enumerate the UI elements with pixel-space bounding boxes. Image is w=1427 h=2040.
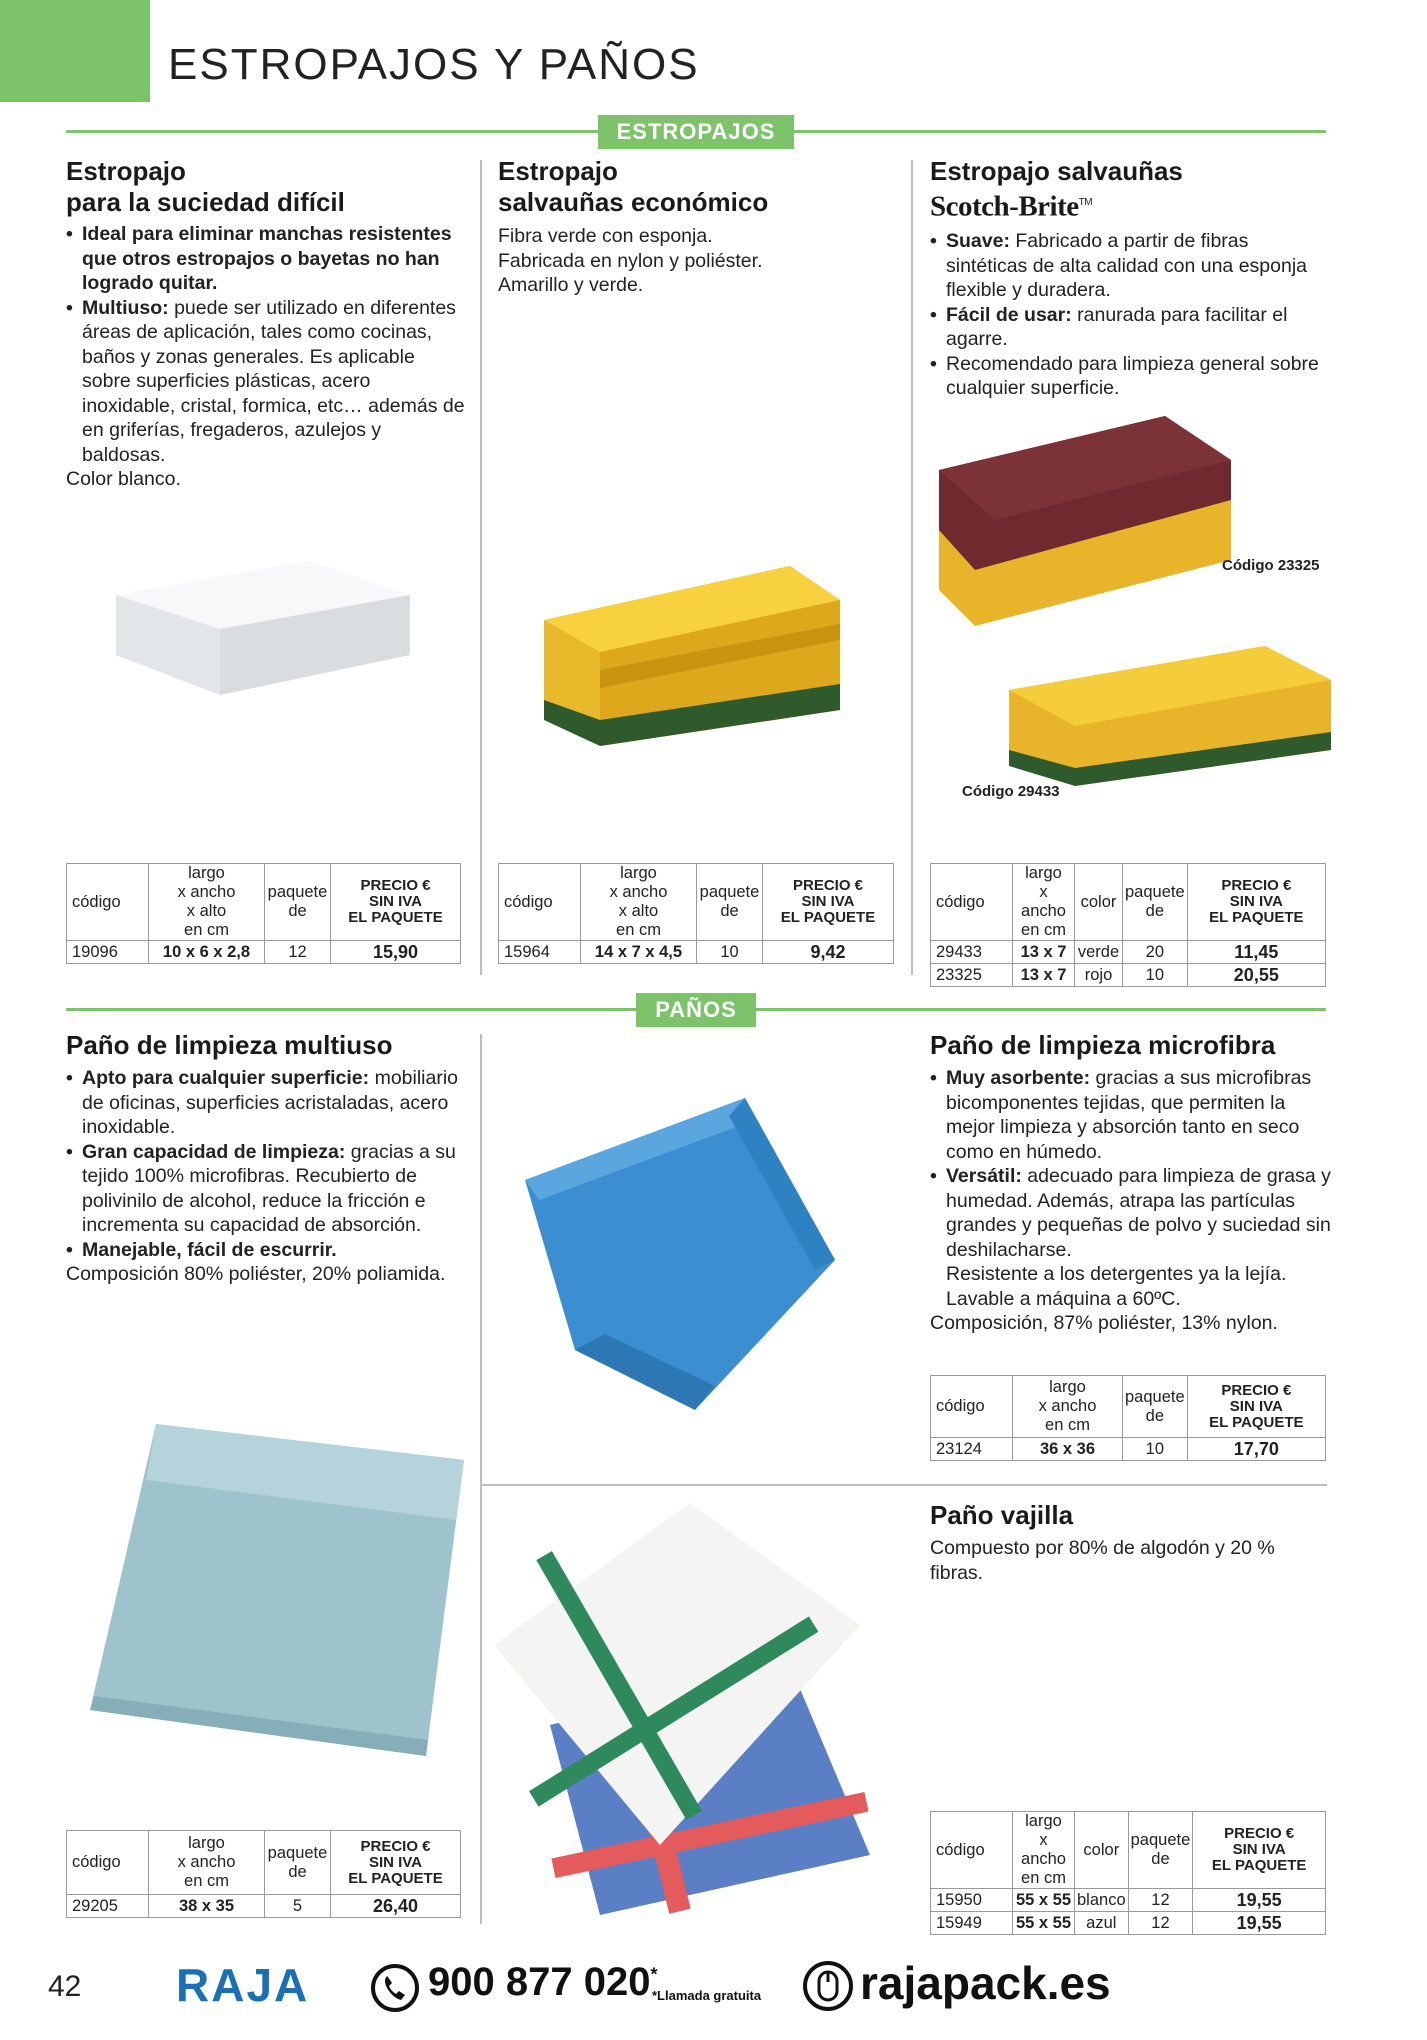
th-line: PRECIO €	[1224, 1825, 1295, 1842]
product-table	[498, 863, 894, 964]
th-line: x ancho	[609, 883, 668, 901]
phone-icon	[370, 1963, 420, 2013]
bullet	[930, 229, 1335, 303]
cell-codigo: 23124	[931, 1438, 1013, 1461]
bullet-extra: Resistente a los detergentes ya la lejía.	[946, 1263, 1287, 1285]
product-title: Paño de limpieza microfibra	[930, 1030, 1276, 1060]
cell-precio: 20,55	[1187, 964, 1325, 987]
cell-medidas: 14 x 7 x 4,5	[581, 941, 697, 964]
cell-paquete: 10	[1123, 1438, 1188, 1461]
th-line: SIN IVA	[1229, 893, 1283, 910]
th-line: EL PAQUETE	[348, 1869, 443, 1887]
bullet	[66, 296, 466, 468]
cell-paquete: 12	[1128, 1889, 1193, 1912]
bullet-label: Apto para cualquier superficie:	[82, 1067, 370, 1089]
table-row	[931, 1438, 1326, 1461]
bullet-text: puede ser utilizado en diferentes áreas de aplicación, tales como cocinas, baños y zonas generales. Es aplicable sobre superficies plásticas, acero inoxidable, cristal, formica, etc… además de en griferías, fregaderos, azulejos y baldosas.	[82, 296, 465, 466]
product-image-eraser-sponge	[110, 555, 440, 705]
product-table	[66, 863, 461, 964]
cell-precio: 17,70	[1187, 1438, 1325, 1461]
cell-medidas: 55 x 55	[1013, 1889, 1075, 1912]
product-table	[930, 1811, 1326, 1935]
th-codigo: código	[67, 864, 149, 941]
th-medidas	[1013, 864, 1075, 941]
th-medidas	[149, 1831, 265, 1895]
column-divider	[480, 160, 482, 975]
th-line: de	[1145, 902, 1164, 920]
th-line: paquete	[267, 883, 328, 901]
free-call-note: *Llamada gratuita	[652, 1988, 762, 2003]
bullet-label: Manejable, fácil de escurrir.	[82, 1238, 337, 1261]
raja-logo: RAJA	[176, 1959, 310, 2011]
th-line: de	[288, 902, 307, 920]
th-precio	[331, 1831, 461, 1895]
th-line: largo	[188, 1834, 225, 1852]
th-line: x ancho	[1021, 1831, 1066, 1868]
th-medidas	[581, 864, 697, 941]
th-line: EL PAQUETE	[348, 909, 443, 926]
th-line: EL PAQUETE	[1209, 909, 1304, 926]
cell-codigo: 23325	[931, 964, 1013, 987]
th-line: en cm	[1021, 921, 1066, 939]
phone-mark: *	[650, 1964, 658, 1985]
table-row	[931, 941, 1326, 964]
table-row	[931, 1889, 1326, 1912]
product-description	[66, 1066, 474, 1287]
bullet-text: ranurada para facilitar el agarre.	[946, 303, 1288, 350]
bullet-label: Muy asorbente:	[946, 1067, 1091, 1089]
th-codigo: código	[931, 864, 1013, 941]
bullet-text: Fabricado a partir de fibras sintéticas de alta calidad con una esponja flexible y duradera.	[946, 230, 1307, 301]
th-precio	[1187, 864, 1325, 941]
product-title: Paño vajilla	[930, 1500, 1074, 1530]
cell-color: blanco	[1075, 1889, 1129, 1912]
th-precio	[1193, 1812, 1326, 1889]
website-link[interactable]: rajapack.es	[860, 1957, 1111, 2009]
cell-medidas: 36 x 36	[1013, 1438, 1123, 1461]
th-line: SIN IVA	[1232, 1841, 1286, 1858]
table-row	[499, 941, 894, 964]
bullet	[930, 1164, 1338, 1311]
mouse-icon	[802, 1960, 854, 2012]
bullet-text: Ideal para eliminar manchas resistentes que otros estropajos o bayetas no han logrado quitar.	[82, 223, 452, 294]
bullet-label: Gran capacidad de limpieza:	[82, 1140, 346, 1163]
product-image-red-scourer	[935, 410, 1235, 640]
th-line: largo	[1025, 864, 1062, 882]
cell-paquete: 12	[265, 941, 331, 964]
bullet-extra: Lavable a máquina a 60ºC.	[946, 1287, 1181, 1310]
th-codigo: código	[931, 1376, 1013, 1438]
cell-color: verde	[1075, 941, 1123, 964]
bullet	[66, 1066, 474, 1140]
bullet-text: gracias a su tejido 100% microfibras. Recubierto de polivinilo de alcohol, reduce la fricción e incrementa su capacidad de absorción.	[82, 1140, 456, 1236]
th-line: paquete	[1130, 1831, 1191, 1849]
th-codigo: código	[499, 864, 581, 941]
cell-codigo: 29205	[67, 1895, 149, 1918]
brand-name: Scotch-Brite	[930, 190, 1079, 223]
th-line: de	[1145, 1406, 1164, 1425]
product-table	[930, 863, 1326, 987]
th-line: SIN IVA	[368, 1853, 423, 1871]
th-line: largo	[1025, 1812, 1062, 1830]
product-title	[930, 156, 1330, 223]
section-line-right	[756, 1008, 1326, 1011]
cell-paquete: 10	[1123, 964, 1188, 987]
th-line: PRECIO €	[792, 877, 864, 894]
th-line: en cm	[184, 921, 229, 939]
th-codigo: código	[931, 1812, 1013, 1889]
bullet-label: Versátil:	[946, 1165, 1022, 1187]
bullet	[66, 222, 466, 296]
table-row	[67, 941, 461, 964]
table-row	[67, 1895, 461, 1918]
th-color: color	[1075, 1812, 1129, 1889]
th-medidas	[149, 864, 265, 941]
cell-medidas: 13 x 7	[1013, 964, 1075, 987]
title-line: Estropajo	[498, 156, 618, 186]
th-line: SIN IVA	[1229, 1397, 1283, 1415]
desc-line: Fibra verde con esponja.	[498, 225, 713, 247]
th-line: PRECIO €	[360, 1837, 431, 1855]
th-precio	[763, 864, 894, 941]
product-image-blue-microfiber-cloth	[515, 1090, 845, 1420]
bullet	[66, 1140, 474, 1238]
cell-color: azul	[1075, 1912, 1129, 1935]
th-line: PRECIO €	[360, 877, 431, 894]
desc-line: Amarillo y verde.	[498, 274, 644, 296]
cell-precio: 15,90	[331, 941, 461, 964]
th-codigo: código	[67, 1831, 149, 1895]
product-image-green-scourer	[1005, 640, 1335, 790]
th-line: paquete	[1125, 883, 1185, 901]
th-line: paquete	[267, 1843, 328, 1862]
product-table	[930, 1375, 1326, 1461]
th-line: EL PAQUETE	[780, 909, 876, 926]
cell-codigo: 15964	[499, 941, 581, 964]
bullet-text: mobiliario de oficinas, superficies acristaladas, acero inoxidable.	[82, 1067, 459, 1138]
th-line: SIN IVA	[801, 893, 855, 910]
color-note: Color blanco.	[66, 468, 181, 490]
header-green-tab	[0, 0, 150, 102]
bullet-label: Suave:	[946, 230, 1010, 252]
section-badge-estropajos: ESTROPAJOS	[598, 115, 794, 149]
th-line: de	[1151, 1850, 1170, 1868]
th-line: x ancho	[177, 1853, 236, 1871]
bullet	[930, 352, 1335, 401]
section-badge-panos: PAÑOS	[636, 993, 756, 1027]
product-image-light-blue-cloth	[86, 1410, 466, 1780]
code-label: Código 29433	[962, 783, 1060, 800]
title-line: Estropajo salvauñas	[930, 156, 1183, 186]
th-paquete	[1123, 864, 1188, 941]
cell-codigo: 29433	[931, 941, 1013, 964]
th-line: en cm	[184, 1872, 229, 1890]
th-paquete	[265, 1831, 331, 1895]
cell-paquete: 5	[265, 1895, 331, 1918]
bullet	[930, 1066, 1338, 1164]
brand-logo	[930, 187, 1330, 223]
bullet-text: adecuado para limpieza de grasa y humedad. Además, atrapa las partículas grandes y pequeñas de polvo y suciedad sin deshilacharse.	[946, 1165, 1331, 1261]
th-paquete	[697, 864, 763, 941]
product-image-dish-towels	[490, 1495, 890, 1925]
th-line: en cm	[616, 921, 661, 939]
title-line: Estropajo	[66, 156, 186, 186]
product-description: Compuesto por 80% de algodón y 20 % fibras.	[930, 1537, 1275, 1584]
cell-paquete: 20	[1123, 941, 1188, 964]
product-description	[930, 1066, 1338, 1336]
cell-medidas: 38 x 35	[149, 1895, 265, 1918]
title-line: para la suciedad difícil	[66, 187, 345, 217]
section-line-right	[794, 130, 1326, 133]
bullet	[66, 1238, 474, 1263]
th-line: EL PAQUETE	[1209, 1413, 1304, 1431]
product-image-yellow-sponge	[540, 560, 850, 750]
th-precio	[331, 864, 461, 941]
th-line: en cm	[1045, 1416, 1090, 1434]
th-medidas	[1013, 1376, 1123, 1438]
th-line: en cm	[1021, 1869, 1066, 1887]
th-line: SIN IVA	[368, 893, 423, 910]
cell-precio: 26,40	[331, 1895, 461, 1918]
table-row	[931, 1912, 1326, 1935]
product-table	[66, 1830, 461, 1918]
th-line: x alto	[618, 902, 659, 920]
th-paquete	[1128, 1812, 1193, 1889]
th-line: paquete	[1125, 1387, 1185, 1406]
product-title	[66, 156, 466, 218]
row-divider	[482, 1484, 1327, 1486]
th-color: color	[1075, 864, 1123, 941]
th-precio	[1187, 1376, 1325, 1438]
product-description	[930, 229, 1335, 401]
bullet-label: Multiuso:	[82, 296, 169, 319]
cell-codigo: 15949	[931, 1912, 1013, 1935]
phone-number[interactable]	[428, 1960, 657, 2005]
column-divider	[480, 1034, 482, 1924]
th-line: de	[720, 902, 739, 920]
th-line: PRECIO €	[1221, 877, 1292, 894]
cell-medidas: 13 x 7	[1013, 941, 1075, 964]
product-title: Paño de limpieza multiuso	[66, 1030, 393, 1060]
cell-paquete: 12	[1128, 1912, 1193, 1935]
brand-tm: TM	[1078, 197, 1093, 208]
th-medidas	[1013, 1812, 1075, 1889]
th-line: x ancho	[177, 883, 236, 901]
phone-digits: 900 877 020	[428, 1960, 651, 2004]
cell-color: rojo	[1075, 964, 1123, 987]
cell-codigo: 19096	[67, 941, 149, 964]
code-label: Código 23325	[1222, 557, 1320, 574]
bullet-text: Recomendado para limpieza general sobre cualquier superficie.	[946, 352, 1319, 399]
cell-paquete: 10	[697, 941, 763, 964]
th-line: largo	[1049, 1378, 1086, 1396]
bullet	[930, 303, 1335, 352]
th-line: largo	[620, 864, 657, 882]
composition-note: Composición 80% poliéster, 20% poliamida.	[66, 1263, 446, 1285]
th-line: x ancho	[1021, 883, 1066, 920]
cell-precio: 9,42	[763, 941, 894, 964]
cell-codigo: 15950	[931, 1889, 1013, 1912]
th-line: x alto	[186, 902, 227, 920]
th-line: largo	[188, 864, 225, 882]
table-row	[931, 964, 1326, 987]
page-number: 42	[48, 1970, 82, 2003]
section-line-left	[66, 1008, 636, 1011]
th-paquete	[1123, 1376, 1188, 1438]
product-description	[498, 224, 898, 298]
cell-medidas: 55 x 55	[1013, 1912, 1075, 1935]
product-title	[498, 156, 898, 218]
th-line: EL PAQUETE	[1211, 1857, 1307, 1874]
column-divider	[911, 160, 913, 975]
composition-note: Composición, 87% poliéster, 13% nylon.	[930, 1312, 1278, 1334]
bullet-label: Fácil de usar:	[946, 303, 1072, 326]
desc-line: Fabricada en nylon y poliéster.	[498, 249, 763, 272]
title-line: salvauñas económico	[498, 187, 769, 217]
cell-medidas: 10 x 6 x 2,8	[149, 941, 265, 964]
th-line: de	[288, 1862, 307, 1881]
bullet-text: gracias a sus microfibras bicomponentes tejidas, que permiten la mejor limpieza y absorción tanto en seco como en húmedo.	[946, 1067, 1312, 1163]
cell-precio: 19,55	[1193, 1912, 1326, 1935]
product-description	[66, 222, 466, 492]
section-line-left	[66, 130, 598, 133]
th-line: PRECIO €	[1221, 1381, 1292, 1399]
page-title: ESTROPAJOS Y PAÑOS	[168, 40, 700, 89]
th-line: x ancho	[1038, 1397, 1097, 1415]
th-paquete	[265, 864, 331, 941]
th-line: paquete	[699, 883, 760, 901]
cell-precio: 11,45	[1187, 941, 1325, 964]
cell-precio: 19,55	[1193, 1889, 1326, 1912]
